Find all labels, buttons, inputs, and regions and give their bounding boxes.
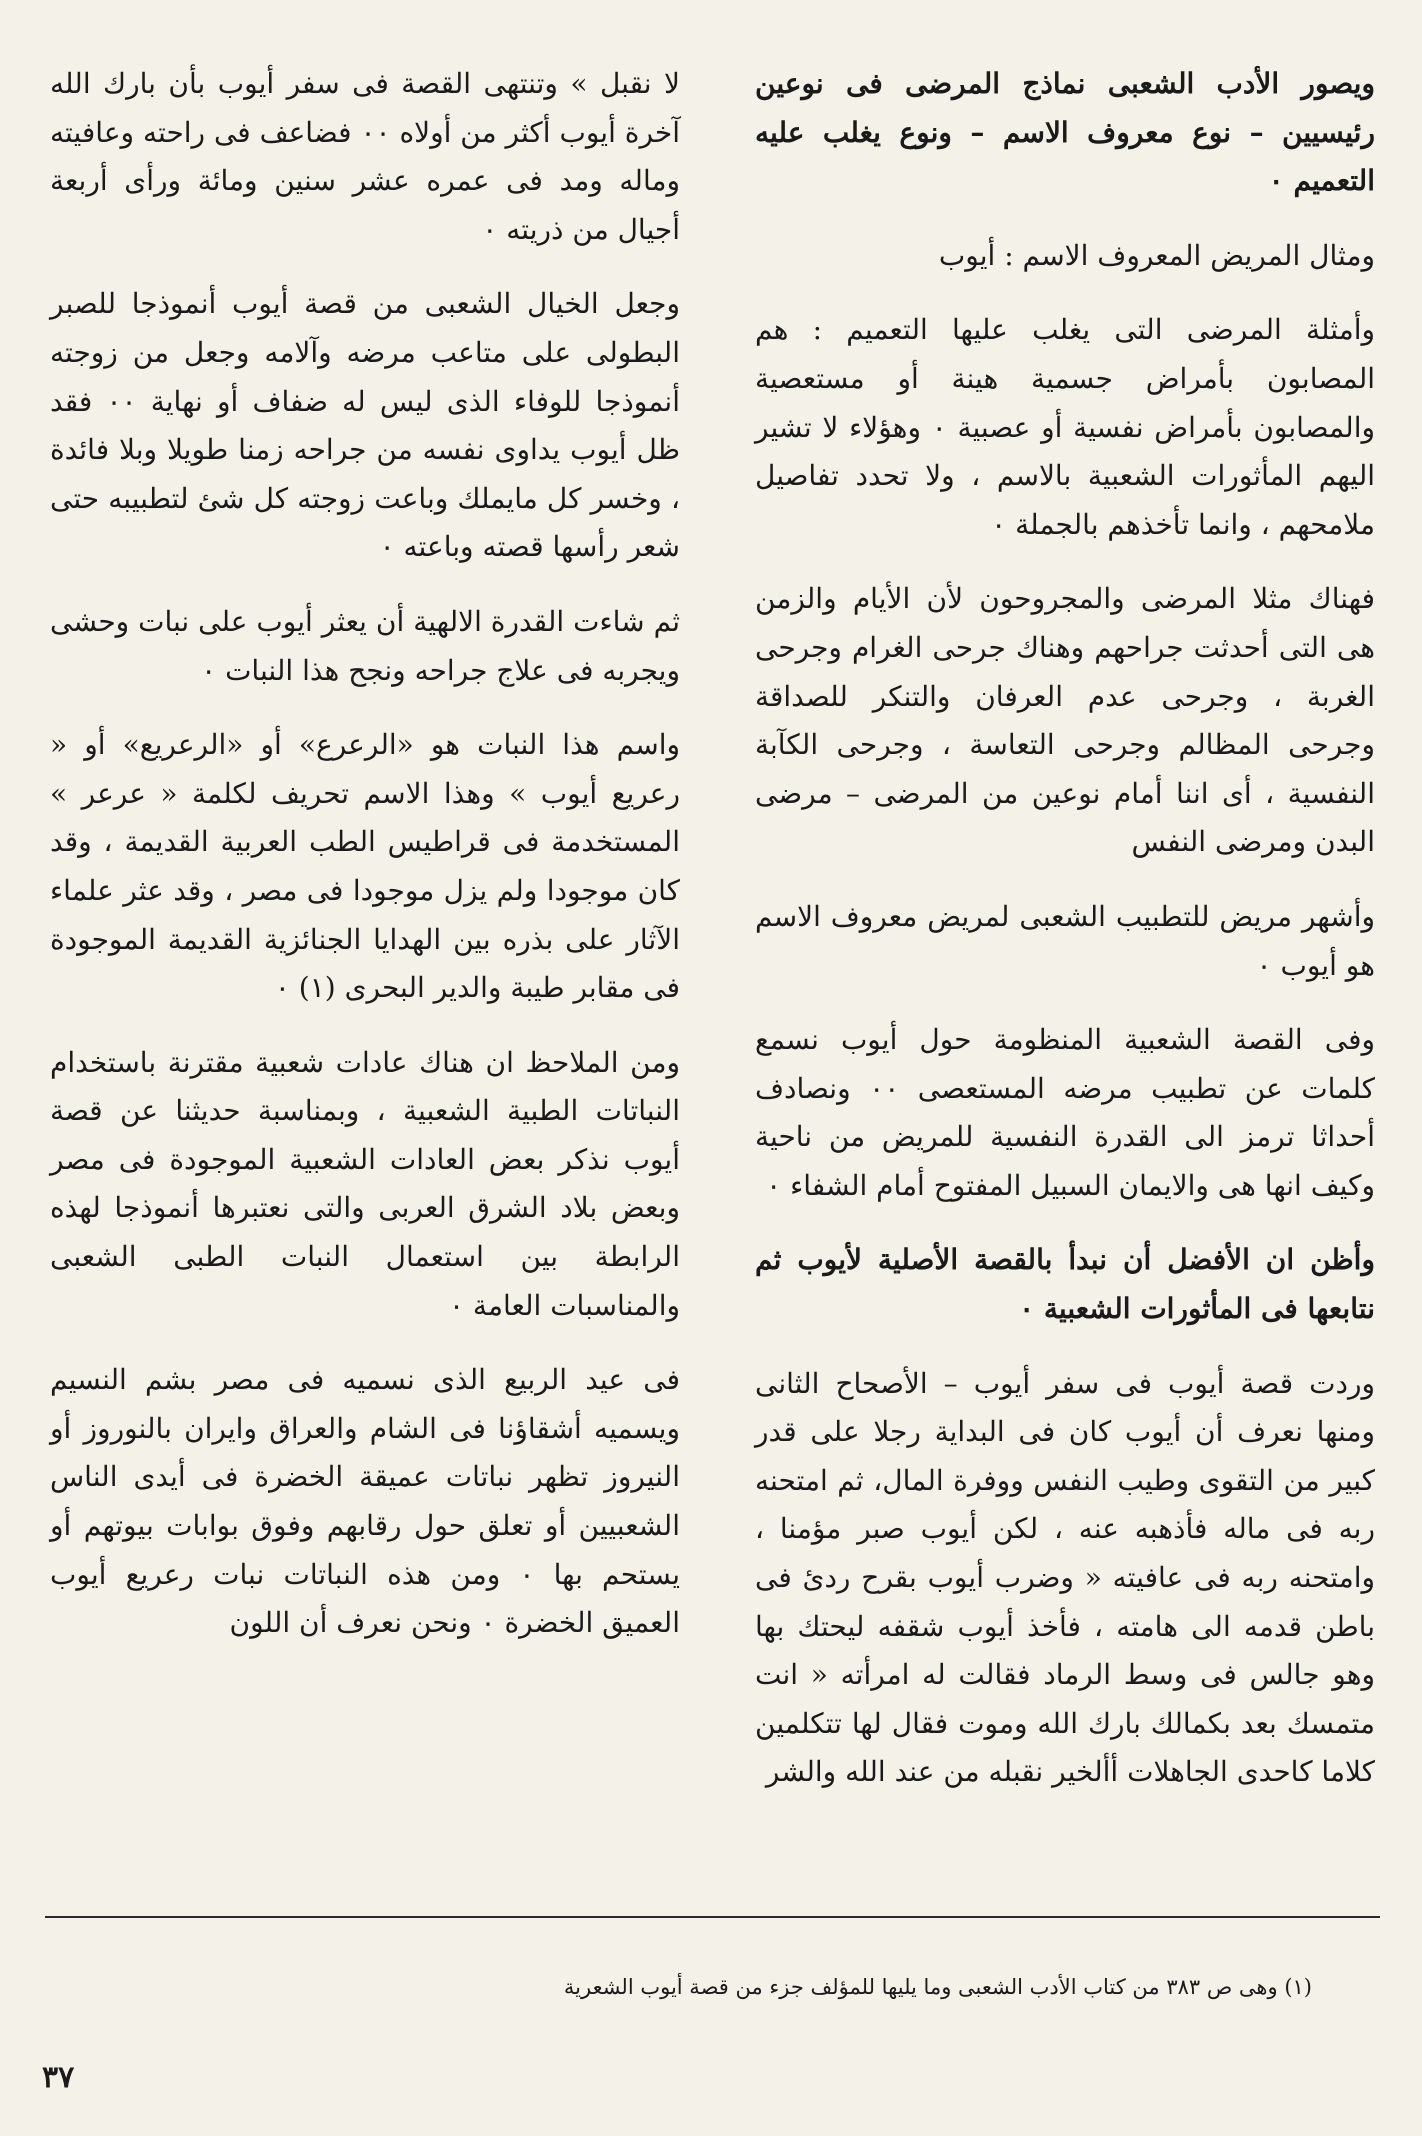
page-number: ٣٧ (42, 2060, 75, 2095)
paragraph: فهناك مثلا المرضى والمجروحون لأن الأيام والزمن هى التى أحدثت جراحهم وهناك جرحى الغرام وجرحى الغربة ، وجرحى عدم العرفان والتنكر للصداقة وجرحى المظالم وجرحى التعاسة ، وجرحى الكآبة النفسية ، أى اننا أمام نوعين من المرضى – مرضى البدن ومرضى النفس (755, 582, 1375, 859)
left-text-column (50, 60, 680, 1674)
footnote: (١) وهى ص ٣٨٣ من كتاب الأدب الشعبى وما يليها للمؤلف جزء من قصة أيوب الشعرية (563, 1975, 1312, 1999)
paragraph: ومثال المريض المعروف الاسم : أيوب (938, 238, 1375, 272)
paragraph: ثم شاءت القدرة الالهية أن يعثر أيوب على نبات وحشى ويجربه فى علاج جراحه ونجح هذا النبات ٠ (50, 604, 680, 687)
paragraph: وأظن ان الأفضل أن نبدأ بالقصة الأصلية لأيوب ثم نتابعها فى المأثورات الشعبية ٠ (755, 1243, 1375, 1326)
paragraph: فى عيد الربيع الذى نسميه فى مصر بشم النسيم ويسميه أشقاؤنا فى الشام والعراق وايران بالنوروز أو النيروز تظهر نباتات عميقة الخضرة فى أيدى الناس الشعبيين أو تعلق حول رقابهم وفوق بوابات بيوتهم أو يستحم بها ٠ ومن هذه النباتات نبات رعريع أيوب العميق الخضرة ٠ ونحن نعرف أن اللون (50, 1363, 680, 1640)
paragraph: واسم هذا النبات هو «الرعرع» أو «الرعريع» أو « رعريع أيوب » وهذا الاسم تحريف لكلمة « عرعر » المستخدمة فى قراطيس الطب العربية القديمة ، وقد كان موجودا ولم يزل موجودا فى مصر ، وقد عثر علماء الآثار على بذره بين الهدايا الجنائزية القديمة الموجودة فى مقابر طيبة والدير البحرى (١) ٠ (50, 728, 680, 1005)
paragraph: وأشهر مريض للتطبيب الشعبى لمريض معروف الاسم هو أيوب ٠ (755, 899, 1375, 982)
right-text-column (755, 60, 1375, 1823)
paragraph: وردت قصة أيوب فى سفر أيوب – الأصحاح الثانى ومنها نعرف أن أيوب كان فى البداية رجلا على قدر كبير من التقوى وطيب النفس ووفرة المال، ثم امتحنه ربه فى ماله فأذهبه عنه ، لكن أيوب صبر مؤمنا ، وامتحنه ربه فى عافيته « وضرب أيوب بقرح ردئ فى باطن قدمه الى هامته ، فأخذ أيوب شقفه ليحتك بها وهو جالس فى وسط الرماد فقالت له امرأته « انت متمسك بعد بكمالك بارك الله وموت فقال لها تتكلمين كلاما كاحدى الجاهلات أألخير نقبله من عند الله والشر (755, 1366, 1375, 1789)
paragraph: وجعل الخيال الشعبى من قصة أيوب أنموذجا للصبر البطولى على متاعب مرضه وآلامه وجعل من زوجته أنموذجا للوفاء الذى ليس له ضفاف أو نهاية ٠٠ فقد ظل أيوب يداوى نفسه من جراحه زمنا طويلا وبلا فائدة ، وخسر كل مايملك وباعت زوجته كل شئ لتطبيبه حتى شعر رأسها قصته وباعته ٠ (50, 287, 680, 564)
paragraph: ومن الملاحظ ان هناك عادات شعبية مقترنة باستخدام النباتات الطبية الشعبية ، وبمناسبة حديثنا عن قصة أيوب نذكر بعض العادات الشعبية الموجودة فى مصر وبعض بلاد الشرق العربى والتى نعتبرها أنموذجا لهذه الرابطة بين استعمال النبات الطبى الشعبى والمناسبات العامة ٠ (50, 1045, 680, 1322)
paragraph: وفى القصة الشعبية المنظومة حول أيوب نسمع كلمات عن تطبيب مرضه المستعصى ٠٠ ونصادف أحداثا ترمز الى القدرة النفسية للمريض من ناحية وكيف انها هى والايمان السبيل المفتوح أمام الشفاء ٠ (755, 1023, 1375, 1202)
paragraph: ويصور الأدب الشعبى نماذج المرضى فى نوعين رئيسيين – نوع معروف الاسم – ونوع يغلب عليه التعميم ٠ (755, 67, 1375, 198)
paragraph: لا نقبل » وتنتهى القصة فى سفر أيوب بأن بارك الله آخرة أيوب أكثر من أولاه ٠٠ فضاعف فى راحته وعافيته وماله ومد فى عمره عشر سنين ومائة ورأى أربعة أجيال من ذريته ٠ (50, 67, 680, 246)
paragraph: وأمثلة المرضى التى يغلب عليها التعميم : هم المصابون بأمراض جسمية هينة أو مستعصية والمصابون بأمراض نفسية أو عصبية ٠ وهؤلاء لا تشير اليهم المأثورات الشعبية بالاسم ، ولا تحدد تفاصيل ملامحهم ، وانما تأخذهم بالجملة ٠ (755, 313, 1375, 541)
footnote-divider (45, 1916, 1380, 1918)
